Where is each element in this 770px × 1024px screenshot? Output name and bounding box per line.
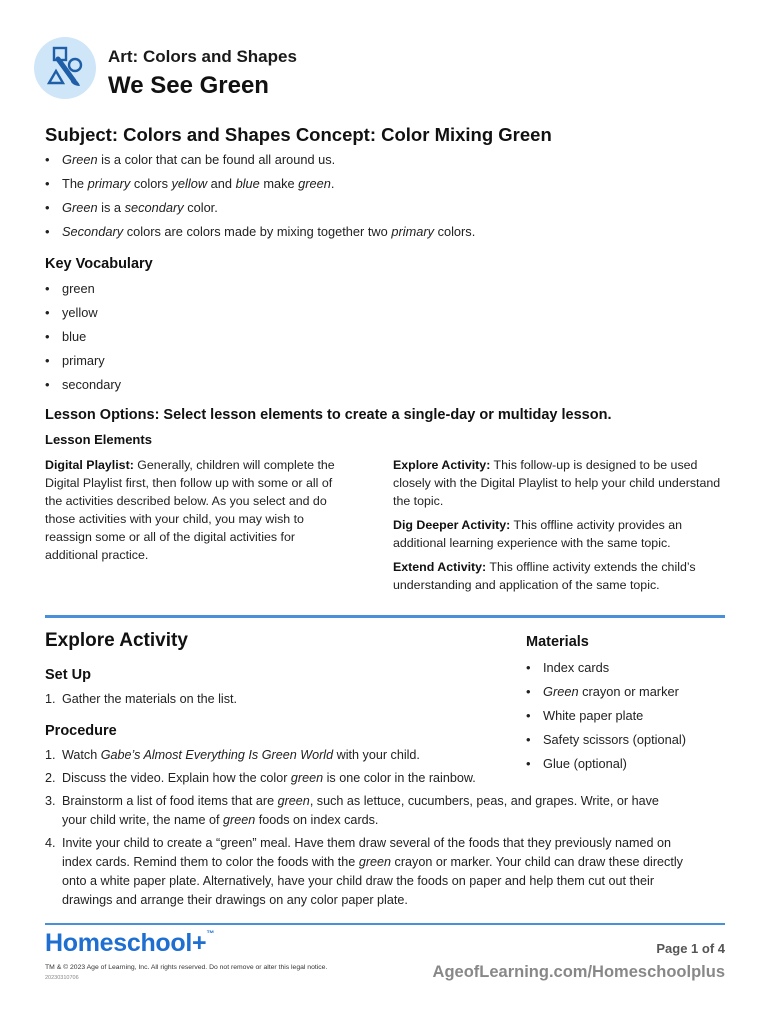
digital-playlist-text [45, 456, 350, 564]
procedure-step [45, 792, 685, 830]
explore-activity-title: Explore Activity [45, 630, 188, 651]
procedure-step [45, 834, 685, 910]
lesson-elements-heading: Lesson Elements [45, 432, 152, 447]
materials-heading: Materials [526, 634, 589, 650]
text-run: Gabe’s Almost Everything Is Green World [100, 748, 334, 762]
subject-bullet [45, 220, 475, 244]
lesson-element-description: This offline activity provides an additional learning experience with the same topic. [393, 518, 683, 550]
page-number: Page 1 of 4 [656, 941, 725, 956]
text-run: color. [183, 200, 218, 215]
text-run: crayon or marker [578, 684, 679, 699]
text-run: Secondary [62, 224, 124, 239]
vocabulary-item: • green [45, 277, 121, 301]
material-item [526, 752, 686, 776]
text-run: foods on index cards. [255, 813, 379, 827]
text-run: green [223, 813, 256, 827]
procedure-step [45, 746, 505, 765]
digital-playlist-description: Generally, children will complete the Digital Playlist first, then follow up with some or all of the activities described below. As you select and do those activities with your child, you may wish to reassign some or all of the digital activities for additional practice. [45, 458, 335, 562]
text-run: White paper plate [543, 708, 644, 723]
section-divider [45, 615, 725, 618]
text-run: Discuss the video. Explain how the color [62, 771, 291, 785]
lesson-element-item [393, 456, 723, 510]
step-number: 1. [45, 748, 56, 762]
text-run: primary [87, 176, 131, 191]
page-title: We See Green [108, 72, 269, 99]
text-run: is a [97, 200, 125, 215]
course-kicker: Art: Colors and Shapes [108, 47, 297, 66]
text-run: Index cards [543, 660, 610, 675]
lesson-elements-right-column [393, 456, 723, 600]
material-item [526, 656, 686, 680]
text-run: Glue (optional) [543, 756, 627, 771]
material-item [526, 728, 686, 752]
vocabulary-item: • secondary [45, 373, 121, 397]
text-run: green [290, 771, 324, 785]
text-run: Invite your child to create a “green” meal. Have them draw several of the foods that they previously named on index cards. Remind them to color the foods with the [62, 836, 672, 869]
subject-heading: Subject: Colors and Shapes Concept: Color Mixing Green [45, 124, 552, 145]
lesson-element-label: Explore Activity: [393, 458, 491, 472]
setup-step [45, 690, 237, 709]
text-run: with your child. [333, 748, 420, 762]
brand-tm: ™ [206, 929, 215, 938]
text-run: primary [391, 224, 435, 239]
lesson-element-label: Dig Deeper Activity: [393, 518, 511, 532]
subject-bullet [45, 148, 475, 172]
lesson-element-description: This offline activity extends the child’s understanding and application of the same topic. [393, 560, 696, 592]
site-url: AgeofLearning.com/Homeschoolplus [432, 963, 725, 981]
subject-bullet-list [45, 148, 475, 244]
digital-playlist-label: Digital Playlist: [45, 458, 134, 472]
step-number: 2. [45, 771, 56, 785]
brand-plus: + [192, 929, 207, 957]
text-run: Green [543, 684, 579, 699]
text-run: Gather the materials on the list. [62, 692, 237, 706]
text-run: yellow [171, 176, 208, 191]
procedure-heading: Procedure [45, 723, 117, 739]
legal-notice: TM & © 2023 Age of Learning, Inc. All rights reserved. Do not remove or alter this legal notice. [45, 964, 328, 971]
text-run: and [207, 176, 236, 191]
lesson-element-item [393, 516, 723, 552]
material-item [526, 680, 686, 704]
subject-bullet [45, 172, 475, 196]
step-number: 4. [45, 836, 56, 850]
text-run: blue [235, 176, 260, 191]
setup-heading: Set Up [45, 667, 91, 683]
brand-name: Homeschool [45, 929, 193, 957]
vocabulary-item: • blue [45, 325, 121, 349]
text-run: The [62, 176, 88, 191]
lesson-element-label: Extend Activity: [393, 560, 487, 574]
text-run: green [358, 855, 392, 869]
text-run: Green [62, 152, 98, 167]
text-run: Brainstorm a list of food items that are [62, 794, 278, 808]
text-run: crayon or marker. Your child can draw these directly onto a white paper plate. Alternatively, have your child draw the foods on paper and help them cut out their drawings and arrange their drawings on any color paper plate. [62, 855, 683, 907]
step-number: 1. [45, 692, 56, 706]
homeschool-plus-logo [45, 929, 214, 958]
text-run: green [298, 176, 331, 191]
vocabulary-list [45, 277, 121, 397]
text-run: Green [62, 200, 98, 215]
materials-panel [511, 619, 725, 789]
vocabulary-item: • primary [45, 349, 121, 373]
materials-list [526, 656, 686, 776]
text-run: Safety scissors (optional) [543, 732, 686, 747]
art-shapes-brush-icon [34, 37, 96, 99]
material-item [526, 704, 686, 728]
text-run: is a color that can be found all around us. [97, 152, 336, 167]
footer-divider [45, 923, 725, 925]
lesson-element-description: This follow-up is designed to be used closely with the Digital Playlist to help your child understand the topic. [393, 458, 721, 508]
setup-steps [45, 690, 237, 713]
text-run: make [259, 176, 299, 191]
text-run: Watch [62, 748, 101, 762]
vocabulary-item: • yellow [45, 301, 121, 325]
vocabulary-heading: Key Vocabulary [45, 256, 153, 272]
text-run: green [277, 794, 310, 808]
text-run: . [330, 176, 335, 191]
text-run: colors [130, 176, 172, 191]
text-run: secondary [124, 200, 184, 215]
text-run: colors are colors made by mixing together two [123, 224, 392, 239]
lesson-options-heading: Lesson Options: Select lesson elements to create a single-day or multiday lesson. [45, 407, 612, 423]
lesson-header [34, 37, 734, 107]
step-number: 3. [45, 794, 56, 808]
text-run: , such as lettuce, cucumbers, peas, and grapes. Write, or have your child write, the name of [62, 794, 659, 827]
subject-bullet [45, 196, 475, 220]
text-run: colors. [434, 224, 476, 239]
text-run: is one color in the rainbow. [323, 771, 476, 785]
lesson-element-item [393, 558, 723, 594]
document-code: 20230310706 [45, 975, 79, 981]
